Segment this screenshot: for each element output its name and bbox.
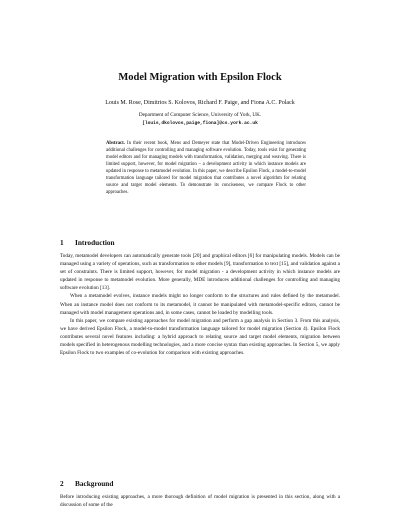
section-body-background	[60, 493, 340, 509]
author-list: Louis M. Rose, Dimitrios S. Kolovos, Richard F. Paige, and Fiona A.C. Polack	[105, 100, 295, 106]
paragraph: In this paper, we compare existing approaches for model migration and perform a gap analysis in Section 3. From this analysis, we have derived Epsilon Flock, a model-to-model transformation language tailored for model migration (Section 4). Epsilon Flock contributes several novel features including: a hybrid approach to relating source and target model elements, migration between models specified in heterogenous modelling technologies, and a more concise syntax than existing approaches. In Section 5, we apply Epsilon Flock to two examples of co-evolution for comparison with existing approaches.	[60, 317, 340, 357]
section-heading-introduction	[60, 238, 115, 247]
section-title: Background	[75, 479, 114, 488]
paragraph: Before introducing existing approaches, a more thorough definition of model migration is presented in this section, along with a discussion of some of the	[60, 494, 340, 509]
paragraph: Today, metamodel developers can automatically generate tools [20] and graphical editors [6] for manipulating models. Models can be managed using a variety of operations, such as transformation to other models [9], transformation to text [15], and validation against a set of constraints. There is limited support, however, for model migration - a development activity in which instance models are updated in response to metamodel evolution. More generally, MDE introduces additional challenges for controlling and managing software evolution [13].	[60, 253, 340, 292]
paragraph: When a metamodel evolves, instance models might no longer conform to the structures and rules defined by the metamodel. When an instance model does not conform to its metamodel, it cannot be manipulated with metamodel-specific editors, cannot be managed with model management operations and, in some cases, cannot be loaded by modelling tools.	[60, 293, 340, 316]
affiliation: Department of Computer Science, University of York, UK.	[138, 112, 262, 118]
abstract-label: Abstract.	[106, 141, 125, 146]
section-title: Introduction	[75, 238, 115, 247]
paper-title: Model Migration with Epsilon Flock	[118, 72, 282, 83]
abstract-text: In their recent book, Mens and Demeyer state that Model-Driven Engineering introduces additional challenges for controlling and managing software evolution. Today, tools exist for generating model editors and for managing models with transformation, validation, merging and weaving. There is limited support, however, for model migration – a development activity in which instance models are updated in response to metamodel evolution. In this paper, we describe Epsilon Flock, a model-to-model transformation language tailored for model migration that contributes a novel algorithm for relating source and target model elements. To demonstrate its conciseness, we compare Flock to other approaches.	[106, 141, 307, 196]
section-heading-background	[60, 479, 113, 488]
abstract	[106, 140, 306, 196]
section-number: 1	[60, 238, 64, 247]
section-body-introduction	[60, 252, 340, 357]
section-number: 2	[60, 479, 64, 488]
affiliation-block	[0, 112, 400, 127]
email: [louis,dkolovos,paige,fiona]@cs.york.ac.uk	[142, 120, 258, 126]
